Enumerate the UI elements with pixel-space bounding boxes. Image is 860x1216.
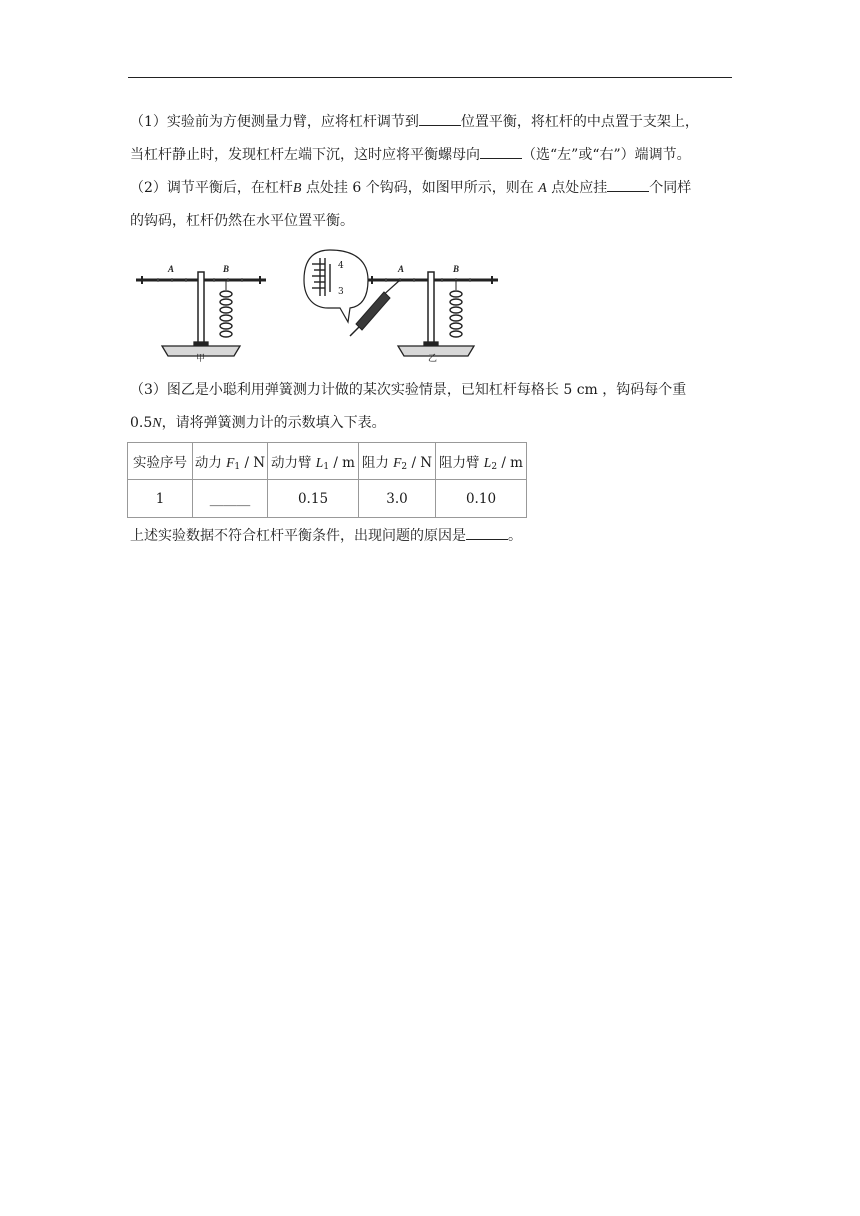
q1-line1-post: 位置平衡，将杠杆的中点置于支架上， (460, 114, 699, 130)
table-header-cell (193, 443, 268, 480)
header-1-sub: 1 (234, 461, 241, 472)
yi-label-b: B (453, 264, 460, 274)
dial-scale-4: 4 (338, 261, 344, 271)
jia-caption: 甲 (196, 354, 206, 362)
q1-line2-pre: 当杠杆静止时，发现杠杆左端下沉，这时应将平衡螺母向 (130, 147, 480, 163)
dial-scale-3: 3 (338, 287, 344, 297)
table-header-cell (268, 443, 359, 480)
q3-line2-post: ，请将弹簧测力计的示数填入下表。 (161, 415, 386, 431)
header-2-var: L (315, 454, 324, 470)
q2-line1-post: 点处应挂 (551, 180, 608, 196)
header-rule (128, 77, 732, 78)
table-cell: 0.15 (268, 480, 359, 518)
q2-line1 (130, 178, 732, 199)
header-1-post: / N (240, 454, 266, 471)
q1-blank-position[interactable] (419, 112, 461, 126)
table-cell: 3.0 (359, 480, 436, 518)
conclusion-blank[interactable] (466, 526, 508, 540)
header-4-post: / m (497, 454, 523, 471)
header-0-text: 实验序号 (133, 455, 187, 471)
header-4-sub: 2 (491, 461, 498, 472)
q2-line1-mid: 点处挂 6 个钩码，如图甲所示，则在 (305, 180, 534, 196)
q1-line1 (130, 112, 732, 132)
q2-line1-end: 个同样 (649, 180, 692, 196)
q2-blank-count[interactable] (607, 178, 649, 192)
table-cell: 1 (128, 480, 193, 518)
q3-line1: （3）图乙是小聪利用弹簧测力计做的某次实验情景，已知杠杆每格长 5 cm ，钩码每个重 (130, 382, 687, 398)
lever-jia (136, 272, 266, 356)
conclusion-post: 。 (508, 528, 522, 544)
table-header-cell (128, 443, 193, 480)
table-header-cell (436, 443, 527, 480)
conclusion-pre: 上述实验数据不符合杠杆平衡条件，出现问题的原因是 (130, 528, 466, 544)
table-row (128, 480, 527, 518)
table-cell-blank[interactable]: ______ (193, 480, 268, 518)
lever-figure (128, 246, 528, 362)
header-3-var: F (393, 454, 402, 470)
q3-weight-value: 0.5 (130, 415, 153, 431)
q2-line1-pre: （2）调节平衡后，在杠杆 (130, 180, 293, 196)
header-1-pre: 动力 (194, 454, 227, 471)
q2-point-b: B (292, 181, 302, 196)
header-4-pre: 阻力臂 (439, 454, 484, 471)
header-3-post: / N (407, 454, 433, 471)
table-header-cell (359, 443, 436, 480)
q1-blank-direction[interactable] (480, 145, 522, 159)
header-4-var: L (483, 454, 492, 470)
jia-label-b: B (223, 264, 230, 274)
yi-label-a: A (398, 264, 405, 274)
jia-label-a: A (168, 264, 175, 274)
yi-caption: 乙 (428, 354, 438, 362)
dial-callout (304, 250, 368, 322)
header-3-pre: 阻力 (361, 454, 394, 471)
data-table (127, 442, 527, 518)
q1-line2 (130, 145, 732, 165)
table-header-row (128, 443, 527, 480)
q1-line2-post: （选“左”或“右”）端调节。 (522, 147, 691, 163)
q3-line2 (130, 413, 732, 434)
header-2-pre: 动力臂 (271, 454, 316, 471)
q3-weight-unit: N (152, 416, 162, 431)
q1-line1-pre: （1）实验前为方便测量力臂，应将杠杆调节到 (130, 114, 419, 130)
header-2-sub: 1 (323, 461, 330, 472)
q2-point-a: A (538, 181, 547, 196)
header-3-sub: 2 (401, 461, 408, 472)
conclusion-line (130, 526, 732, 546)
q2-line2: 的钩码，杠杆仍然在水平位置平衡。 (130, 213, 354, 229)
lever-yi (350, 272, 498, 356)
table-cell: 0.10 (436, 480, 527, 518)
header-2-post: / m (329, 454, 355, 471)
header-1-var: F (226, 454, 235, 470)
